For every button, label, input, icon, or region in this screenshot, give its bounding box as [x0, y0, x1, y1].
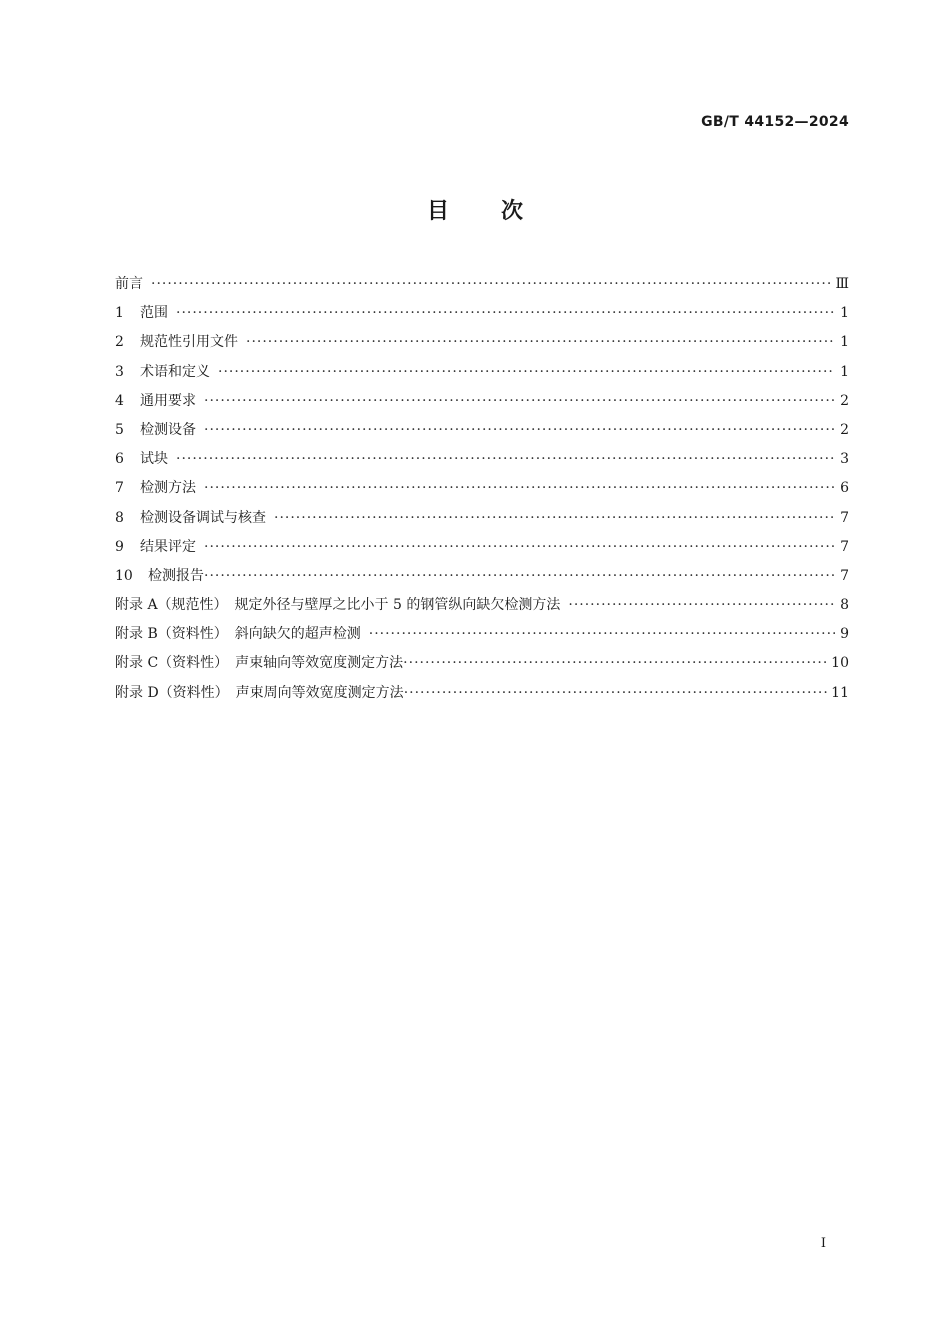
toc-entry-number: 4	[115, 392, 124, 409]
toc-entry-label: 检测方法	[140, 480, 196, 497]
toc-title: 目次	[426, 199, 575, 224]
toc-entry-page: 7	[840, 567, 849, 584]
toc-entry-page: 1	[840, 334, 849, 351]
toc-leader-dots	[204, 533, 835, 562]
toc-entry-page: 3	[840, 451, 849, 468]
toc-list	[115, 270, 849, 708]
toc-entry-page: 9	[840, 626, 849, 643]
toc-leader-dots	[176, 445, 835, 474]
page-number: I	[820, 1236, 826, 1251]
toc-entry-10[interactable]	[115, 562, 849, 591]
toc-leader-dots	[204, 474, 835, 503]
toc-entry-number: 1	[115, 305, 124, 322]
toc-entry-label: 附录 A（规范性） 规定外径与壁厚之比小于 5 的钢管纵向缺欠检测方法	[115, 597, 561, 614]
toc-entry-label: 检测报告	[148, 567, 204, 584]
toc-entry-label: 附录 B（资料性） 斜向缺欠的超声检测	[115, 626, 361, 643]
toc-entry-page: 2	[840, 421, 849, 438]
toc-entry-label: 检测设备调试与核查	[140, 509, 266, 526]
toc-entry-2[interactable]	[115, 328, 849, 357]
toc-entry-9[interactable]	[115, 533, 849, 562]
toc-entry-label: 通用要求	[140, 392, 196, 409]
toc-entry-annex-a[interactable]	[115, 591, 849, 620]
toc-entry-3[interactable]	[115, 358, 849, 387]
toc-entry-page: 2	[840, 392, 849, 409]
toc-leader-dots	[204, 416, 835, 445]
toc-leader-dots	[151, 270, 831, 299]
toc-entry-7[interactable]	[115, 474, 849, 503]
toc-leader-dots	[404, 679, 827, 708]
toc-entry-label: 范围	[140, 305, 168, 322]
toc-leader-dots	[204, 387, 835, 416]
toc-entry-page: Ⅲ	[835, 276, 849, 292]
toc-entry-number: 6	[115, 451, 124, 468]
toc-entry-5[interactable]	[115, 416, 849, 445]
toc-entry-number: 3	[115, 363, 124, 380]
toc-leader-dots	[176, 299, 835, 328]
standard-code: GB/T 44152—2024	[701, 114, 849, 130]
toc-entry-label: 结果评定	[140, 538, 196, 555]
toc-leader-dots	[246, 328, 835, 357]
toc-entry-label: 术语和定义	[140, 363, 210, 380]
toc-entry-6[interactable]	[115, 445, 849, 474]
toc-leader-dots	[204, 562, 835, 591]
toc-entry-page: 6	[840, 480, 849, 497]
toc-entry-label: 规范性引用文件	[140, 334, 238, 351]
toc-entry-label: 附录 C（资料性） 声束轴向等效宽度测定方法	[115, 655, 404, 672]
toc-leader-dots	[568, 591, 835, 620]
toc-entry-number: 5	[115, 421, 124, 438]
toc-entry-label: 前言	[115, 276, 143, 292]
toc-leader-dots	[218, 358, 835, 387]
toc-entry-page: 8	[840, 597, 849, 614]
toc-entry-label: 试块	[140, 451, 168, 468]
toc-entry-8[interactable]	[115, 504, 849, 533]
toc-entry-foreword[interactable]	[115, 270, 849, 299]
toc-entry-annex-b[interactable]	[115, 620, 849, 649]
toc-entry-4[interactable]	[115, 387, 849, 416]
toc-entry-page: 10	[831, 655, 849, 672]
toc-entry-annex-c[interactable]	[115, 649, 849, 678]
toc-entry-annex-d[interactable]	[115, 679, 849, 708]
toc-entry-1[interactable]	[115, 299, 849, 328]
toc-entry-page: 7	[840, 509, 849, 526]
toc-entry-number: 7	[115, 480, 124, 497]
toc-leader-dots	[403, 649, 827, 678]
toc-leader-dots	[369, 620, 835, 649]
toc-entry-page: 1	[840, 305, 849, 322]
toc-entry-number: 9	[115, 538, 124, 555]
toc-entry-number: 2	[115, 334, 124, 351]
toc-entry-page: 1	[840, 363, 849, 380]
toc-entry-page: 7	[840, 538, 849, 555]
toc-entry-label: 附录 D（资料性） 声束周向等效宽度测定方法	[115, 684, 404, 701]
toc-entry-number: 8	[115, 509, 124, 526]
toc-entry-label: 检测设备	[140, 421, 196, 438]
toc-leader-dots	[274, 504, 835, 533]
toc-entry-page: 11	[831, 684, 849, 701]
toc-entry-number: 10	[115, 567, 133, 584]
